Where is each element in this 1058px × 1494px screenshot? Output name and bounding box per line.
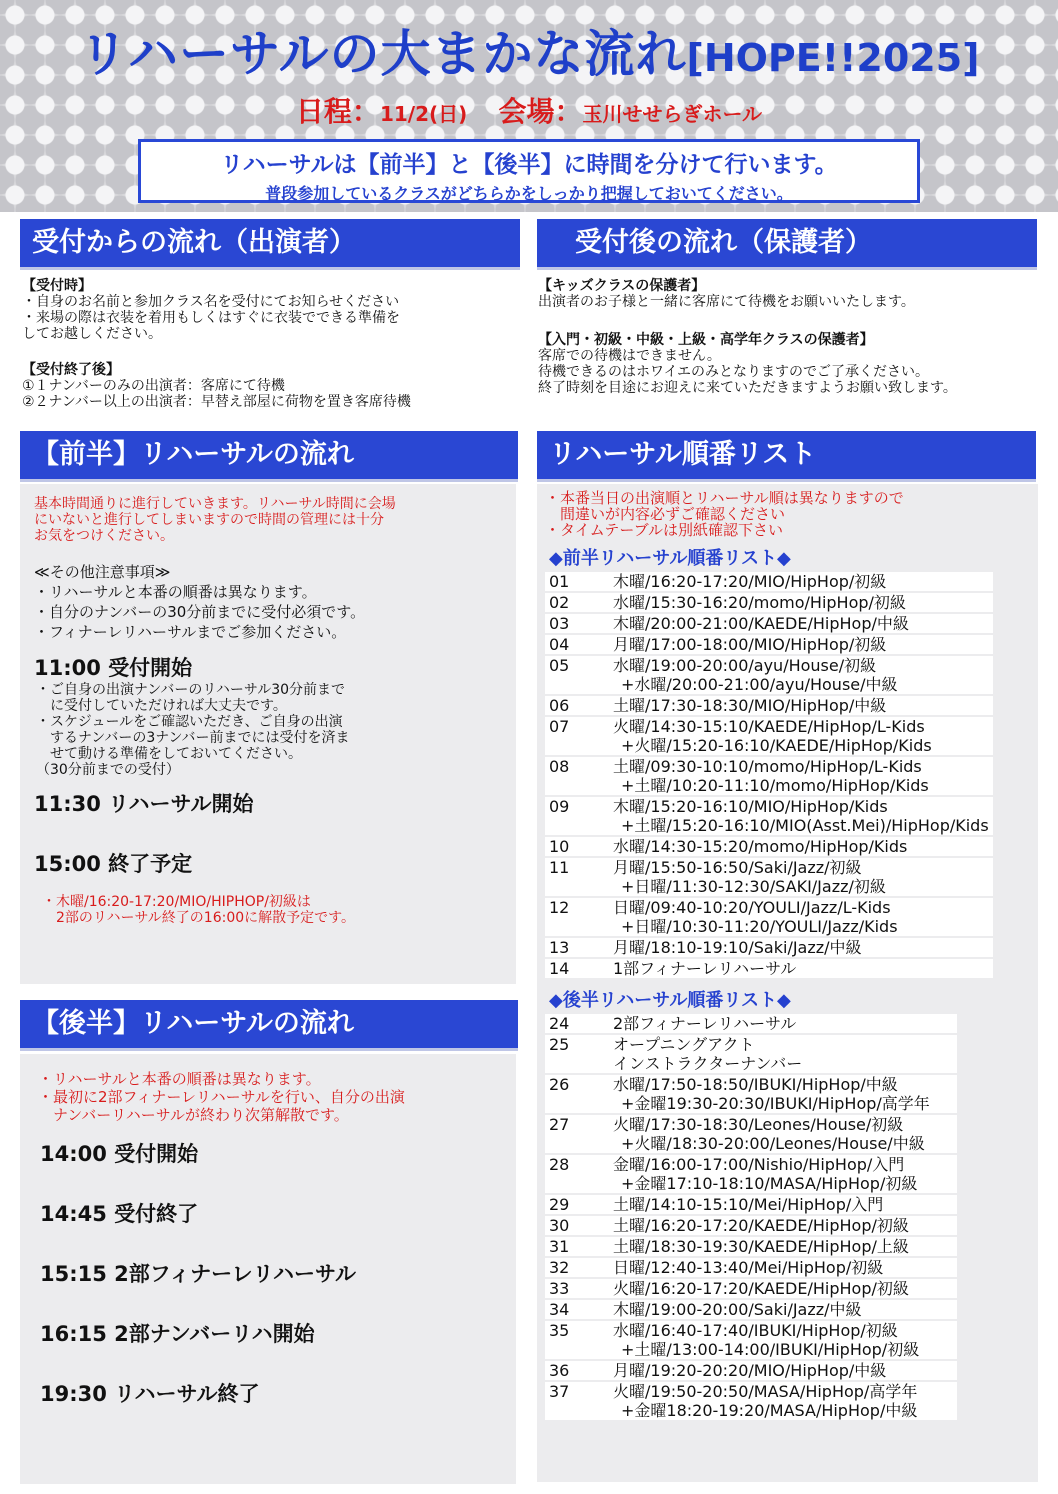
schedule-item: 16:15 2部ナンバーリハ開始 (40, 1322, 315, 1346)
order-entry (609, 1035, 957, 1073)
schedule-item: 14:00 受付開始 (40, 1142, 199, 1166)
entry-line: 水曜/16:40-17:40/IBUKI/HipHop/初級 (613, 1321, 898, 1340)
reception-note-line: （30分前までの受付） (36, 762, 180, 778)
entry-line: 月曜/15:50-16:50/Saki/Jazz/初級 (613, 858, 862, 877)
entry-continuation-line: +土曜/13:00-14:00/IBUKI/HipHop/初級 (621, 1340, 920, 1359)
first-half-order-table (545, 570, 993, 980)
order-entry (609, 696, 993, 715)
schedule-reception-start: 11:00 受付開始 (34, 656, 193, 680)
order-number: 24 (545, 1014, 609, 1033)
entry-line: 火曜/16:20-17:20/KAEDE/HipHop/初級 (613, 1279, 909, 1298)
order-number: 31 (545, 1237, 609, 1256)
entry-continuation-line: +日曜/11:30-12:30/SAKI/Jazz/初級 (621, 877, 886, 896)
second-half-header: 【後半】リハーサルの流れ (20, 1000, 518, 1048)
entry-line: 月曜/18:10-19:10/Saki/Jazz/中級 (613, 938, 862, 957)
entry-line: 水曜/15:30-16:20/momo/HipHop/初級 (613, 593, 906, 612)
schedule-end: 15:00 終了予定 (34, 852, 193, 876)
intro-line: にいないと進行してしまいますので時間の管理には十分 (34, 512, 384, 528)
order-number: 12 (545, 898, 609, 936)
order-row (545, 635, 993, 654)
order-number: 25 (545, 1035, 609, 1073)
schedule-item: 15:15 2部フィナーレリハーサル (40, 1262, 356, 1286)
first-half-header: 【前半】リハーサルの流れ (20, 431, 518, 479)
intro-line: 基本時間通りに進行していきます。リハーサル時間に会場 (34, 496, 396, 512)
schedule-rehearsal-start: 11:30 リハーサル開始 (34, 792, 254, 816)
after-reception-line: ②２ナンバー以上の出演者：早替え部屋に荷物を置き客席待機 (22, 394, 411, 410)
order-row (545, 656, 993, 694)
order-entry (609, 1075, 957, 1113)
order-number: 28 (545, 1155, 609, 1193)
intro-line: お気をつけください。 (34, 528, 174, 544)
other-guardian-line: 客席での待機はできません。 (538, 348, 721, 364)
order-entry (609, 614, 993, 633)
order-number: 09 (545, 797, 609, 835)
second-half-list-title: ◆後半リハーサル順番リスト◆ (549, 990, 791, 1011)
entry-continuation-line: +金曜17:10-18:10/MASA/HipHop/初級 (621, 1174, 918, 1193)
end-note-line: ・木曜/16:20-17:20/MIO/HIPHOP/初級は (42, 894, 311, 910)
entry-line: 金曜/16:00-17:00/Nishio/HipHop/入門 (613, 1155, 905, 1174)
notice-line-1: リハーサルは【前半】と【後半】に時間を分けて行います。 (220, 152, 838, 178)
order-row (545, 837, 993, 856)
order-number: 11 (545, 858, 609, 896)
order-row (545, 1279, 957, 1298)
order-row (545, 572, 993, 591)
performer-flow-header: 受付からの流れ（出演者） (20, 219, 520, 267)
order-row (545, 717, 993, 755)
order-number: 26 (545, 1075, 609, 1113)
order-row (545, 757, 993, 795)
note-line: ・リハーサルと本番の順番は異なります。 (38, 1070, 321, 1088)
order-row (545, 959, 993, 978)
order-entry (609, 1382, 957, 1420)
entry-line: 土曜/14:10-15:10/Mei/HipHop/入門 (613, 1195, 884, 1214)
order-entry (609, 898, 993, 936)
entry-line: 水曜/14:30-15:20/momo/HipHop/Kids (613, 837, 908, 856)
order-row (545, 938, 993, 957)
entry-continuation-line: +土曜/15:20-16:10/MIO(Asst.Mei)/HipHop/Kids (621, 816, 989, 835)
order-entry (609, 938, 993, 957)
reception-line: してお越しください。 (22, 326, 162, 342)
order-list-panel (537, 484, 1038, 1482)
order-row (545, 1195, 957, 1214)
order-entry (609, 858, 993, 896)
order-row (545, 1258, 957, 1277)
second-half-notes (38, 1070, 502, 1124)
order-number: 10 (545, 837, 609, 856)
schedule-item: 19:30 リハーサル終了 (40, 1382, 260, 1406)
schedule-item: 14:45 受付終了 (40, 1202, 199, 1226)
order-row (545, 1035, 957, 1073)
entry-line: 火曜/17:30-18:30/Leones/House/初級 (613, 1115, 904, 1134)
order-entry (609, 959, 993, 978)
order-row (545, 1155, 957, 1193)
order-row (545, 1237, 957, 1256)
order-row (545, 1382, 957, 1420)
other-guardian-line: 終了時刻を目途にお迎えに来ていただきますようお願い致します。 (538, 380, 957, 396)
order-number: 13 (545, 938, 609, 957)
first-half-panel (20, 484, 516, 984)
reception-notes (36, 682, 502, 778)
entry-line: 木曜/16:20-17:20/MIO/HipHop/初級 (613, 572, 887, 591)
guardian-flow-body (538, 278, 1048, 396)
order-entry (609, 837, 993, 856)
entry-line: 月曜/19:20-20:20/MIO/HipHop/中級 (613, 1361, 887, 1380)
note-line: ・フィナーレリハーサルまでご参加ください。 (34, 623, 347, 641)
entry-line: 火曜/14:30-15:10/KAEDE/HipHop/L-Kids (613, 717, 925, 736)
order-number: 06 (545, 696, 609, 715)
entry-line: 水曜/17:50-18:50/IBUKI/HipHop/中級 (613, 1075, 898, 1094)
reception-title: 【受付時】 (22, 278, 92, 294)
order-entry (609, 1195, 957, 1214)
entry-continuation-line: インストラクターナンバー (613, 1054, 803, 1073)
entry-line: 月曜/17:00-18:00/MIO/HipHop/初級 (613, 635, 887, 654)
order-number: 14 (545, 959, 609, 978)
entry-line: 木曜/20:00-21:00/KAEDE/HipHop/中級 (613, 614, 909, 633)
order-row (545, 1361, 957, 1380)
entry-continuation-line: +金曜18:20-19:20/MASA/HipHop/中級 (621, 1401, 918, 1420)
order-entry (609, 1279, 957, 1298)
order-entry (609, 656, 993, 694)
order-number: 02 (545, 593, 609, 612)
event-info (0, 90, 1058, 130)
first-half-list-title: ◆前半リハーサル順番リスト◆ (549, 548, 791, 569)
entry-line: 2部フィナーレリハーサル (613, 1014, 797, 1033)
entry-line: 土曜/16:20-17:20/KAEDE/HipHop/初級 (613, 1216, 909, 1235)
entry-line: オープニングアクト (613, 1035, 755, 1054)
order-number: 07 (545, 717, 609, 755)
order-row (545, 858, 993, 896)
event-date: 11/2(日) (379, 102, 468, 126)
end-note-line: 2部のリハーサル終了の16:00に解散予定です。 (42, 910, 356, 926)
order-entry (609, 635, 993, 654)
entry-line: 木曜/19:00-20:00/Saki/Jazz/中級 (613, 1300, 862, 1319)
venue-label: 会場： (498, 95, 583, 128)
reception-note-line: ・スケジュールをご確認いただき、ご自身の出演 (36, 714, 343, 730)
notice-line-2: 普段参加しているクラスがどちらかをしっかり把握しておいてください。 (265, 184, 793, 203)
order-entry (609, 1115, 957, 1153)
note-line: ・自分のナンバーの30分前までに受付必須です。 (34, 603, 366, 621)
note-line: ・リハーサルと本番の順番は異なります。 (34, 583, 317, 601)
order-number: 03 (545, 614, 609, 633)
order-entry (609, 1216, 957, 1235)
order-entry (609, 1155, 957, 1193)
order-entry (609, 757, 993, 795)
order-row (545, 1216, 957, 1235)
reception-note-line: するナンバーの3ナンバー前までには受付を済ま (36, 730, 350, 746)
order-number: 08 (545, 757, 609, 795)
order-number: 32 (545, 1258, 609, 1277)
order-entry (609, 1014, 957, 1033)
after-reception-line: ①１ナンバーのみの出演者：客席にて待機 (22, 378, 285, 394)
reception-line: ・来場の際は衣装を着用もしくはすぐに衣装でできる準備を (22, 310, 400, 326)
title-sub: [HOPE!!2025] (686, 36, 980, 80)
other-guardian-line: 待機できるのはホワイエのみとなりますのでご了承ください。 (538, 364, 930, 380)
entry-line: 日曜/09:40-10:20/YOULI/Jazz/L-Kids (613, 898, 891, 917)
order-number: 36 (545, 1361, 609, 1380)
entry-continuation-line: +日曜/10:30-11:20/YOULI/Jazz/Kids (621, 917, 898, 936)
page-title (0, 14, 1058, 86)
entry-line: 水曜/19:00-20:00/ayu/House/初級 (613, 656, 877, 675)
kids-guardian-text: 出演者のお子様と一緒に客席にて待機をお願いいたします。 (538, 294, 915, 310)
entry-line: 火曜/19:50-20:50/MASA/HipHop/高学年 (613, 1382, 918, 1401)
order-list-header: リハーサル順番リスト (537, 431, 1036, 479)
title-main: リハーサルの大まかな流れ (78, 25, 687, 83)
entry-continuation-line: +火曜/18:30-20:00/Leones/House/中級 (621, 1134, 925, 1153)
entry-continuation-line: +土曜/10:20-11:10/momo/HipHop/Kids (621, 776, 929, 795)
date-label: 日程： (295, 95, 380, 128)
order-entry (609, 572, 993, 591)
order-row (545, 1014, 957, 1033)
reception-note-line: に受付していただければ大丈夫です。 (36, 698, 287, 714)
order-row (545, 593, 993, 612)
order-number: 34 (545, 1300, 609, 1319)
order-row (545, 1300, 957, 1319)
first-half-intro (34, 496, 502, 544)
entry-line: 土曜/09:30-10:10/momo/HipHop/L-Kids (613, 757, 922, 776)
order-note-line: 間違いが内容必ずご確認ください (545, 505, 786, 523)
entry-line: 日曜/12:40-13:40/Mei/HipHop/初級 (613, 1258, 884, 1277)
order-number: 33 (545, 1279, 609, 1298)
performer-flow-body (22, 278, 522, 410)
after-reception-title: 【受付終了後】 (22, 362, 120, 378)
reception-line: ・自身のお名前と参加クラス名を受付にてお知らせください (22, 294, 400, 310)
notes-title: ≪その他注意事項≫ (34, 563, 171, 581)
kids-guardian-title: 【キッズクラスの保護者】 (538, 278, 706, 294)
order-number: 01 (545, 572, 609, 591)
order-number: 37 (545, 1382, 609, 1420)
entry-continuation-line: +金曜19:30-20:30/IBUKI/HipHop/高学年 (621, 1094, 930, 1113)
end-notes (42, 894, 502, 926)
order-row (545, 1115, 957, 1153)
order-row (545, 898, 993, 936)
guardian-flow-header: 受付後の流れ（保護者） (537, 219, 1037, 267)
note-line: ・最初に2部フィナーレリハーサルを行い、自分の出演 (38, 1088, 405, 1106)
entry-line: 土曜/18:30-19:30/KAEDE/HipHop/上級 (613, 1237, 909, 1256)
entry-line: 1部フィナーレリハーサル (613, 959, 797, 978)
order-number: 27 (545, 1115, 609, 1153)
entry-continuation-line: +火曜/15:20-16:10/KAEDE/HipHop/Kids (621, 736, 932, 755)
notice-box (138, 139, 920, 203)
order-number: 05 (545, 656, 609, 694)
other-guardian-title: 【入門・初級・中級・上級・高学年クラスの保護者】 (538, 332, 874, 348)
order-entry (609, 1237, 957, 1256)
order-number: 30 (545, 1216, 609, 1235)
entry-line: 木曜/15:20-16:10/MIO/HipHop/Kids (613, 797, 888, 816)
event-venue: 玉川せせらぎホール (582, 102, 763, 126)
order-row (545, 696, 993, 715)
order-entry (609, 593, 993, 612)
note-line: ナンバーリハーサルが終わり次第解散です。 (38, 1106, 349, 1124)
reception-note-line: せて動ける準備をしておいてください。 (36, 746, 302, 762)
order-row (545, 1075, 957, 1113)
order-note-line: ・本番当日の出演順とリハーサル順は異なりますので (545, 489, 904, 507)
order-list-notes (545, 490, 1030, 538)
reception-note-line: ・ご自身の出演ナンバーのリハーサル30分前まで (36, 682, 346, 698)
order-entry (609, 1361, 957, 1380)
order-entry (609, 1321, 957, 1359)
order-row (545, 614, 993, 633)
second-half-order-table (545, 1012, 957, 1422)
first-half-notes (34, 562, 502, 642)
order-number: 35 (545, 1321, 609, 1359)
order-entry (609, 1300, 957, 1319)
order-row (545, 797, 993, 835)
entry-continuation-line: +水曜/20:00-21:00/ayu/House/中級 (621, 675, 898, 694)
second-half-panel (20, 1054, 516, 1484)
order-entry (609, 797, 993, 835)
order-entry (609, 1258, 957, 1277)
order-note-line: ・タイムテーブルは別紙確認下さい (545, 521, 784, 539)
entry-line: 土曜/17:30-18:30/MIO/HipHop/中級 (613, 696, 887, 715)
order-entry (609, 717, 993, 755)
order-number: 29 (545, 1195, 609, 1214)
order-row (545, 1321, 957, 1359)
order-number: 04 (545, 635, 609, 654)
